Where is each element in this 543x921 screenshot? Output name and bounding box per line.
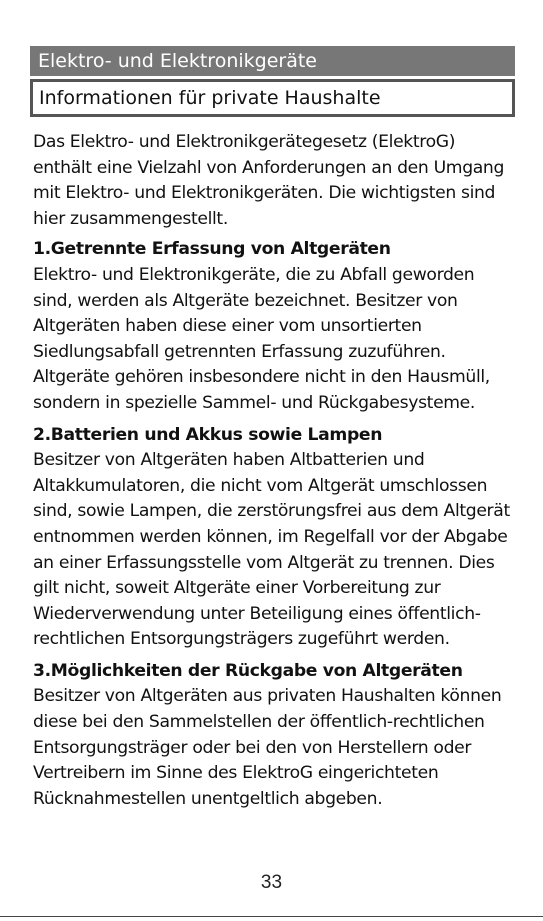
section-2 bbox=[33, 423, 517, 653]
section-body: Elektro- und Elektronikgeräte, die zu Abfall geworden sind, werden als Altgeräte bezeichnet. Besitzer von Altgeräten haben diese einer vom unsortierten Siedlungsabfall getrennten Erfassung zuzuführen. Altgeräte gehören insbesondere nicht in den Hausmüll, sondern in spezielle Sammel- und Rückgabesysteme. bbox=[33, 264, 490, 413]
footer-divider bbox=[0, 916, 543, 917]
intro-paragraph: Das Elektro- und Elektronikgerätegesetz (ElektroG) enthält eine Vielzahl von Anforderungen an den Umgang mit Elektro- und Elektronikgeräten. Die wichtigsten sind hier zusammengestellt. bbox=[33, 132, 505, 229]
section-title: 2.Batterien und Akkus sowie Lampen bbox=[33, 424, 383, 445]
section-title: 3.Möglichkeiten der Rückgabe von Altgeräten bbox=[33, 660, 463, 681]
section-body: Besitzer von Altgeräten haben Altbatterien und Altakkumulatoren, die nicht vom Altgerät umschlossen sind, sowie Lampen, die zerstörungsfrei aus dem Altgerät entnommen werden können, im Regelfall vor der Abgabe an einer Erfassungsstelle vom Altgerät zu trennen. Dies gilt nicht, soweit Altgeräte einer Vorbereitung zur Wiederverwendung unter Beteiligung eines öffentlich-rechtlichen Entsorgungsträgers zugeführt werden. bbox=[33, 450, 510, 650]
section-header bbox=[30, 46, 515, 76]
document-content bbox=[33, 130, 517, 818]
header-subtitle: Informationen für private Haushalte bbox=[39, 87, 381, 109]
section-3 bbox=[33, 659, 517, 813]
section-subheader bbox=[30, 79, 515, 117]
section-body: Besitzer von Altgeräten aus privaten Haushalten können diese bei den Sammelstellen der öffentlich-rechtlichen Entsorgungsträger oder bei den von Herstellern oder Vertreibern im Sinne des ElektroG eingerichteten Rücknahmestellen unentgeltlich abgeben. bbox=[33, 686, 502, 809]
section-title: 1.Getrennte Erfassung von Altgeräten bbox=[33, 239, 391, 260]
header-title: Elektro- und Elektronikgeräte bbox=[38, 50, 317, 72]
section-1 bbox=[33, 237, 517, 416]
page-number: 33 bbox=[260, 872, 283, 893]
